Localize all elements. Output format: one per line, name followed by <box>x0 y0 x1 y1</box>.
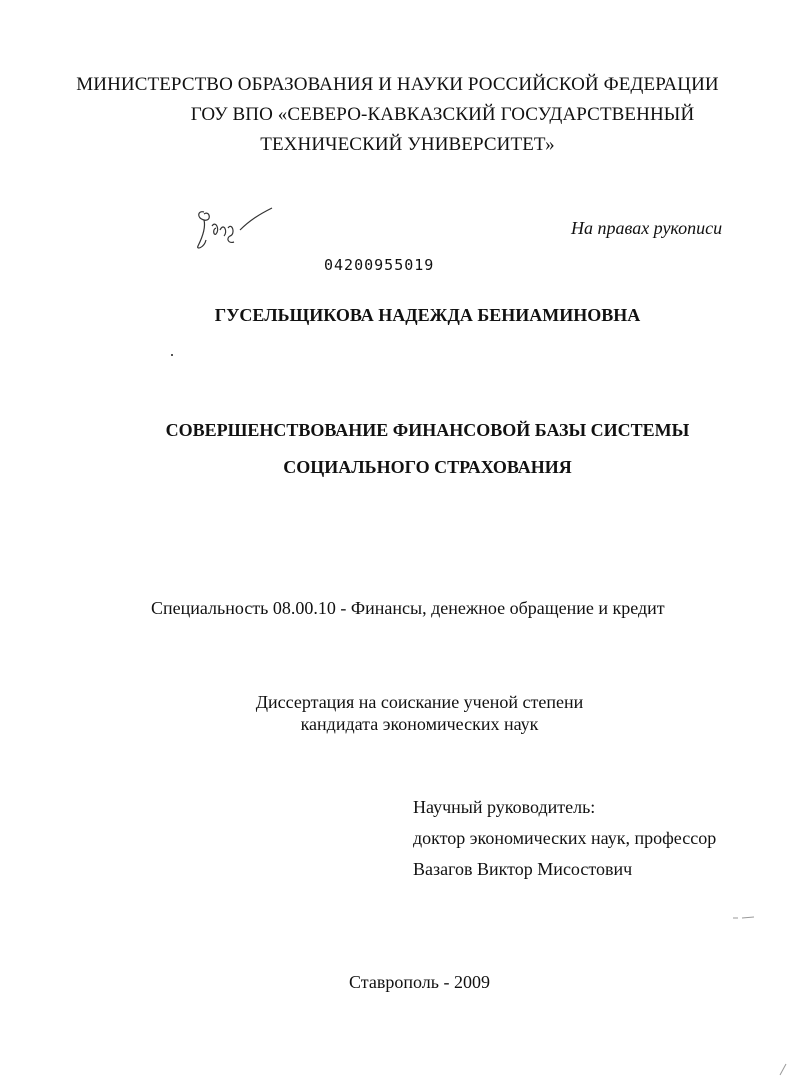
title-line-2: СОЦИАЛЬНОГО СТРАХОВАНИЯ <box>283 457 572 477</box>
stray-dash-mark <box>732 915 756 921</box>
specialty-line: Специальность 08.00.10 - Финансы, денежное обращение и кредит <box>151 598 665 618</box>
supervisor-name: Вазагов Виктор Мисостович <box>413 859 633 879</box>
city-year: Ставрополь - 2009 <box>349 972 490 992</box>
dissertation-line-1: Диссертация на соискание ученой степени <box>255 692 584 712</box>
manuscript-note: На правах рукописи <box>571 218 723 238</box>
supervisor-degree: доктор экономических наук, профессор <box>413 828 717 848</box>
university-line-1: ГОУ ВПО «СЕВЕРО-КАВКАЗСКИЙ ГОСУДАРСТВЕННЫЙ <box>190 104 695 125</box>
supervisor-label: Научный руководитель: <box>413 797 596 817</box>
ministry-line: МИНИСТЕРСТВО ОБРАЗОВАНИЯ И НАУКИ РОССИЙСКОЙ ФЕДЕРАЦИИ <box>76 74 719 95</box>
stamp-number: 04200955019 <box>324 256 435 274</box>
university-line-2: ТЕХНИЧЕСКИЙ УНИВЕРСИТЕТ» <box>260 134 555 155</box>
title-line-1: СОВЕРШЕНСТВОВАНИЕ ФИНАНСОВОЙ БАЗЫ СИСТЕМЫ <box>165 420 690 440</box>
stray-dot <box>171 354 173 356</box>
handwritten-signature <box>190 200 280 255</box>
corner-tick-mark <box>778 1062 788 1076</box>
author-name: ГУСЕЛЬЩИКОВА НАДЕЖДА БЕНИАМИНОВНА <box>214 305 641 325</box>
dissertation-line-2: кандидата экономических наук <box>300 714 539 734</box>
